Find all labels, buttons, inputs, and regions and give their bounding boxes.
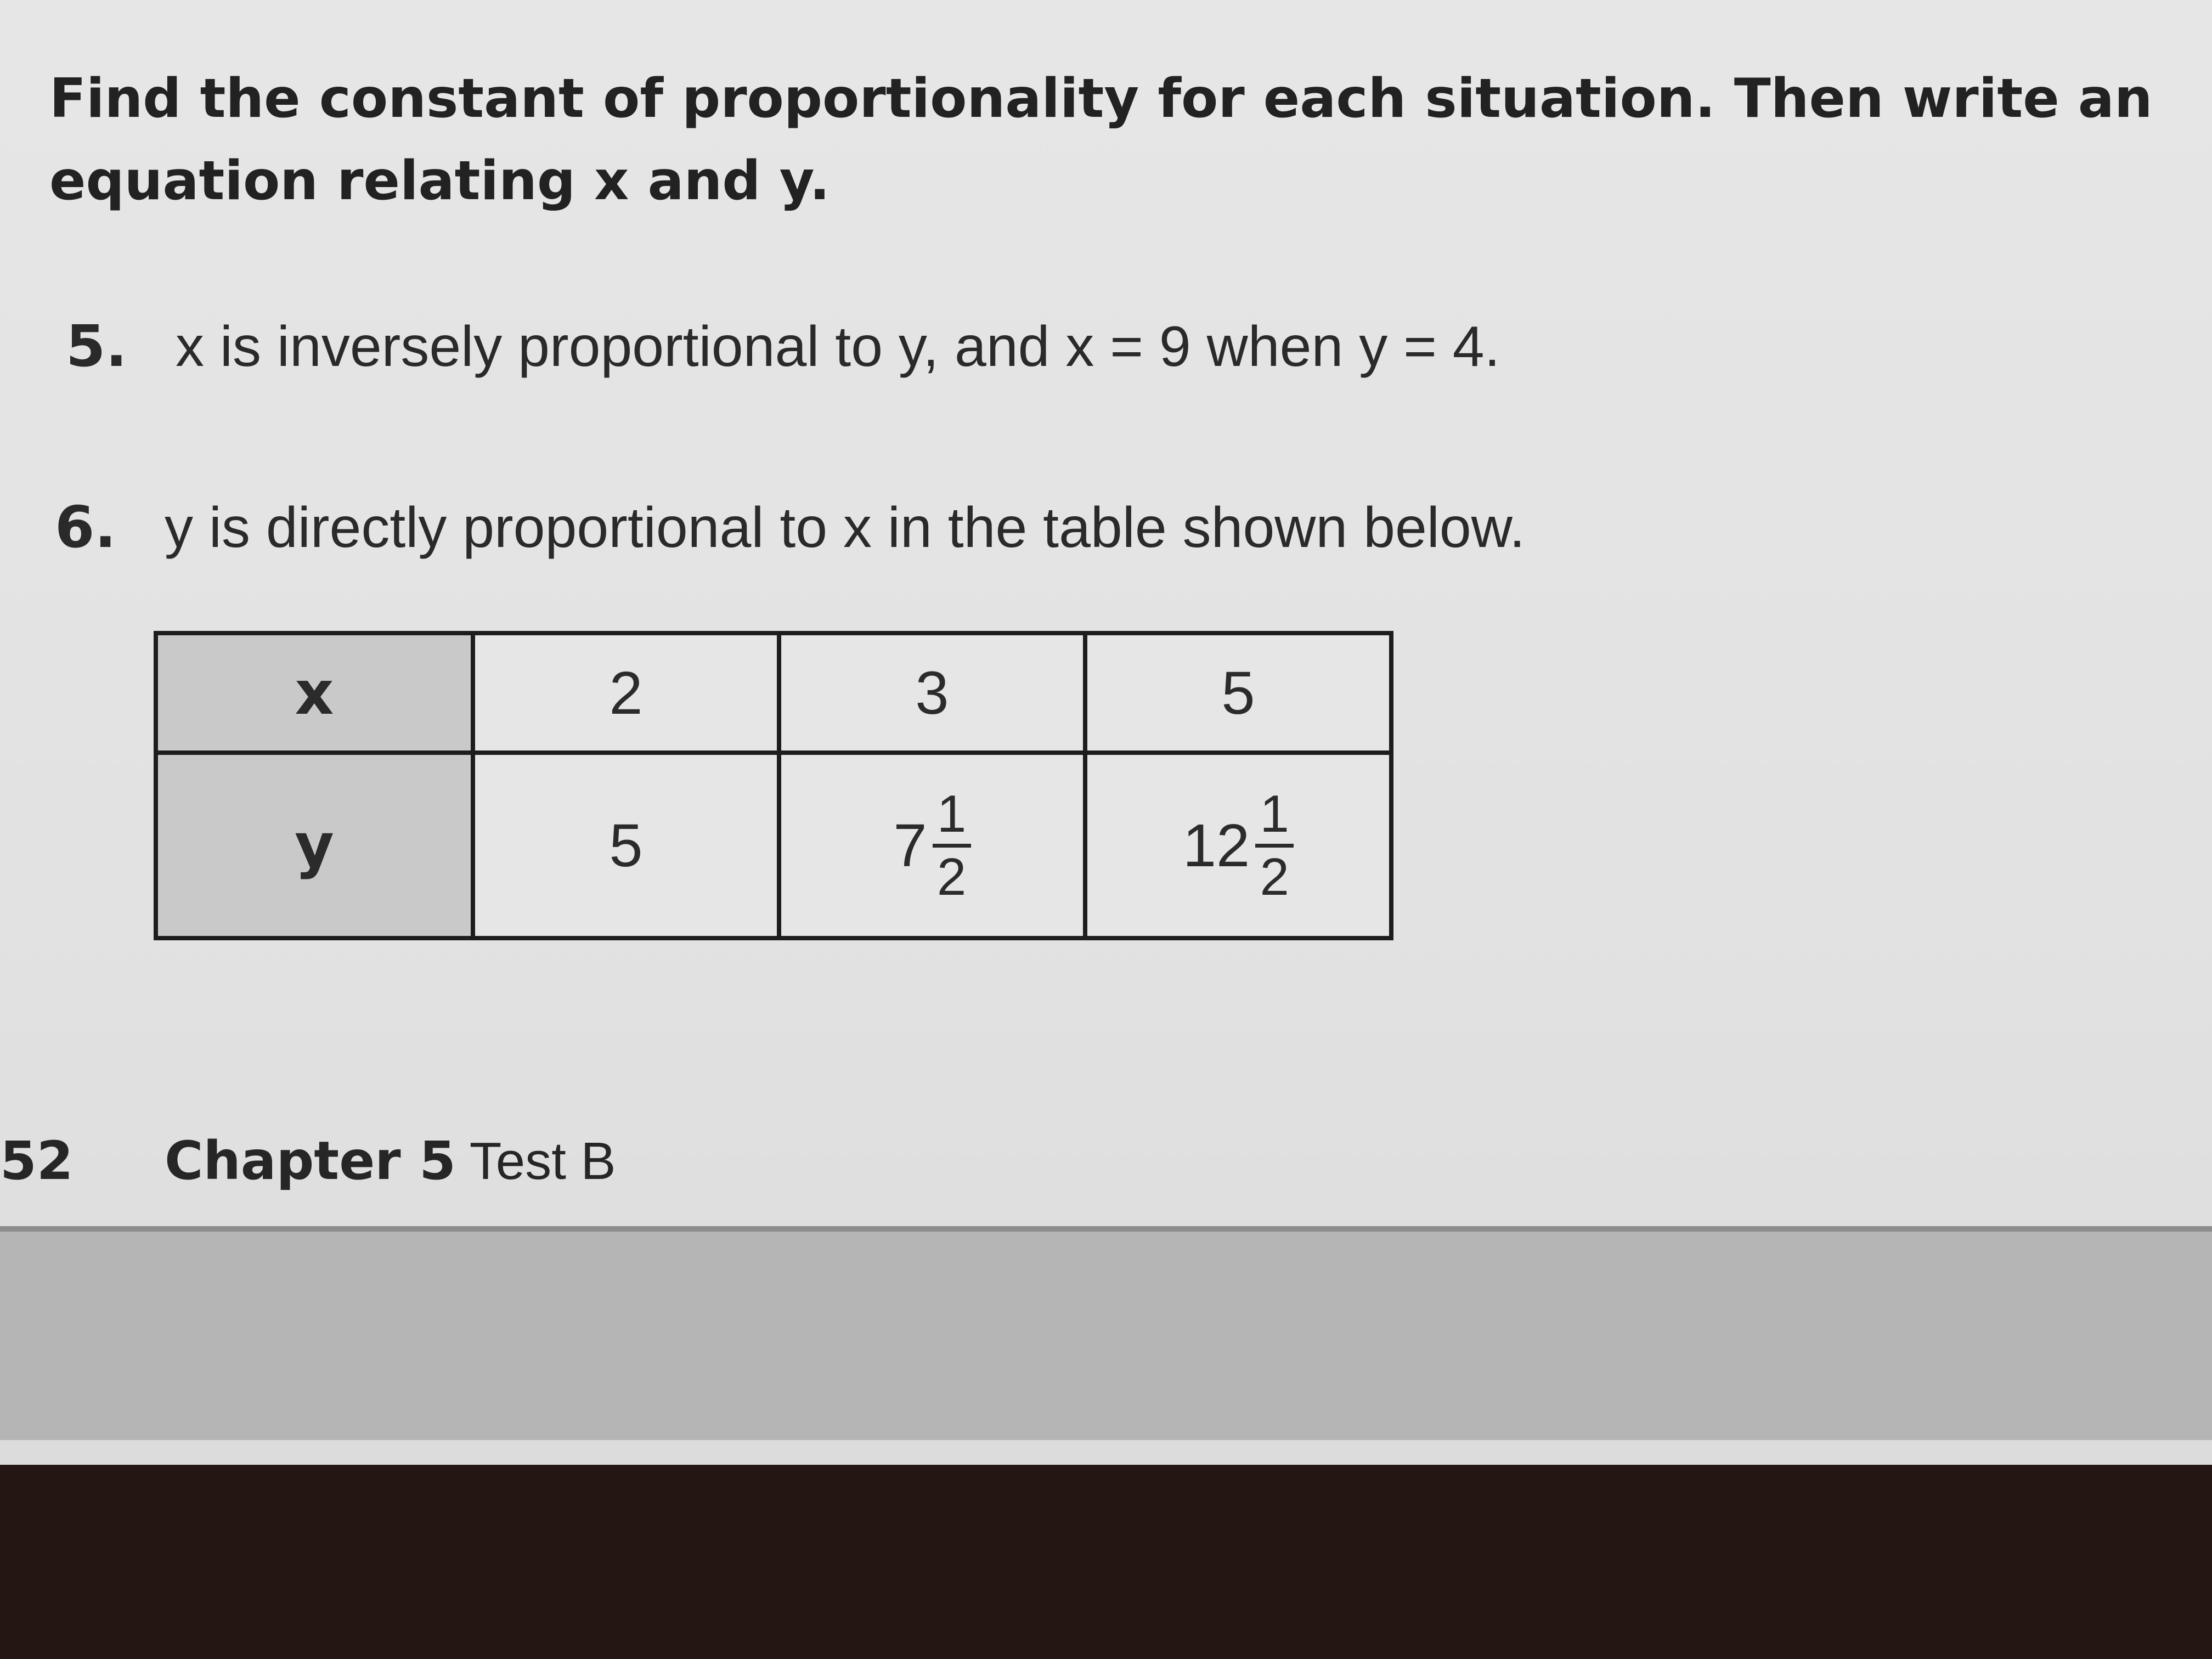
fraction-denominator: 2: [936, 847, 967, 906]
question-text: y is directly proportional to x in the table shown below.: [165, 496, 1526, 560]
fraction-denominator: 2: [1260, 847, 1289, 906]
fraction-numerator: 1: [936, 784, 967, 843]
question-6: [55, 494, 1525, 561]
underlying-page-band: [0, 1232, 2212, 1440]
instructions-heading: [49, 58, 2189, 222]
question-number: 5.: [66, 313, 127, 380]
chapter-label: Chapter 5: [165, 1130, 456, 1192]
mixed-number: [1182, 784, 1294, 906]
fraction: [933, 784, 971, 906]
table-surface: [0, 1465, 2212, 1659]
question-text: x is inversely proportional to y, and x = 9 when y = 4.: [176, 315, 1500, 379]
proportion-table: [154, 631, 1393, 940]
y-header-cell: y: [156, 753, 473, 938]
instructions-line-2: equation relating x and y.: [49, 150, 830, 212]
question-number: 6.: [55, 494, 116, 561]
table-row-x: [156, 633, 1391, 753]
x-value-cell: 3: [779, 633, 1085, 753]
table-row-y: [156, 753, 1391, 938]
x-value-cell: 5: [1085, 633, 1391, 753]
question-5: [66, 313, 1500, 380]
instructions-line-1: Find the constant of proportionality for each situation. Then write an: [49, 67, 2153, 130]
x-value-cell: 2: [473, 633, 779, 753]
test-label: Test B: [469, 1132, 616, 1190]
page-number: 52: [0, 1130, 74, 1192]
fraction-bar: [1255, 844, 1294, 848]
y-value-cell: [779, 753, 1085, 938]
y-value-cell: [473, 753, 779, 938]
y-value-whole: 12: [1182, 811, 1250, 879]
page-footer: [0, 1130, 616, 1192]
fraction: [1255, 784, 1294, 906]
x-header-cell: x: [156, 633, 473, 753]
mixed-number: [893, 784, 970, 906]
y-value-cell: [1085, 753, 1391, 938]
fraction-bar: [933, 844, 971, 848]
y-value-whole: 5: [609, 811, 643, 879]
fraction-numerator: 1: [1260, 784, 1289, 843]
y-value-whole: 7: [893, 811, 927, 879]
